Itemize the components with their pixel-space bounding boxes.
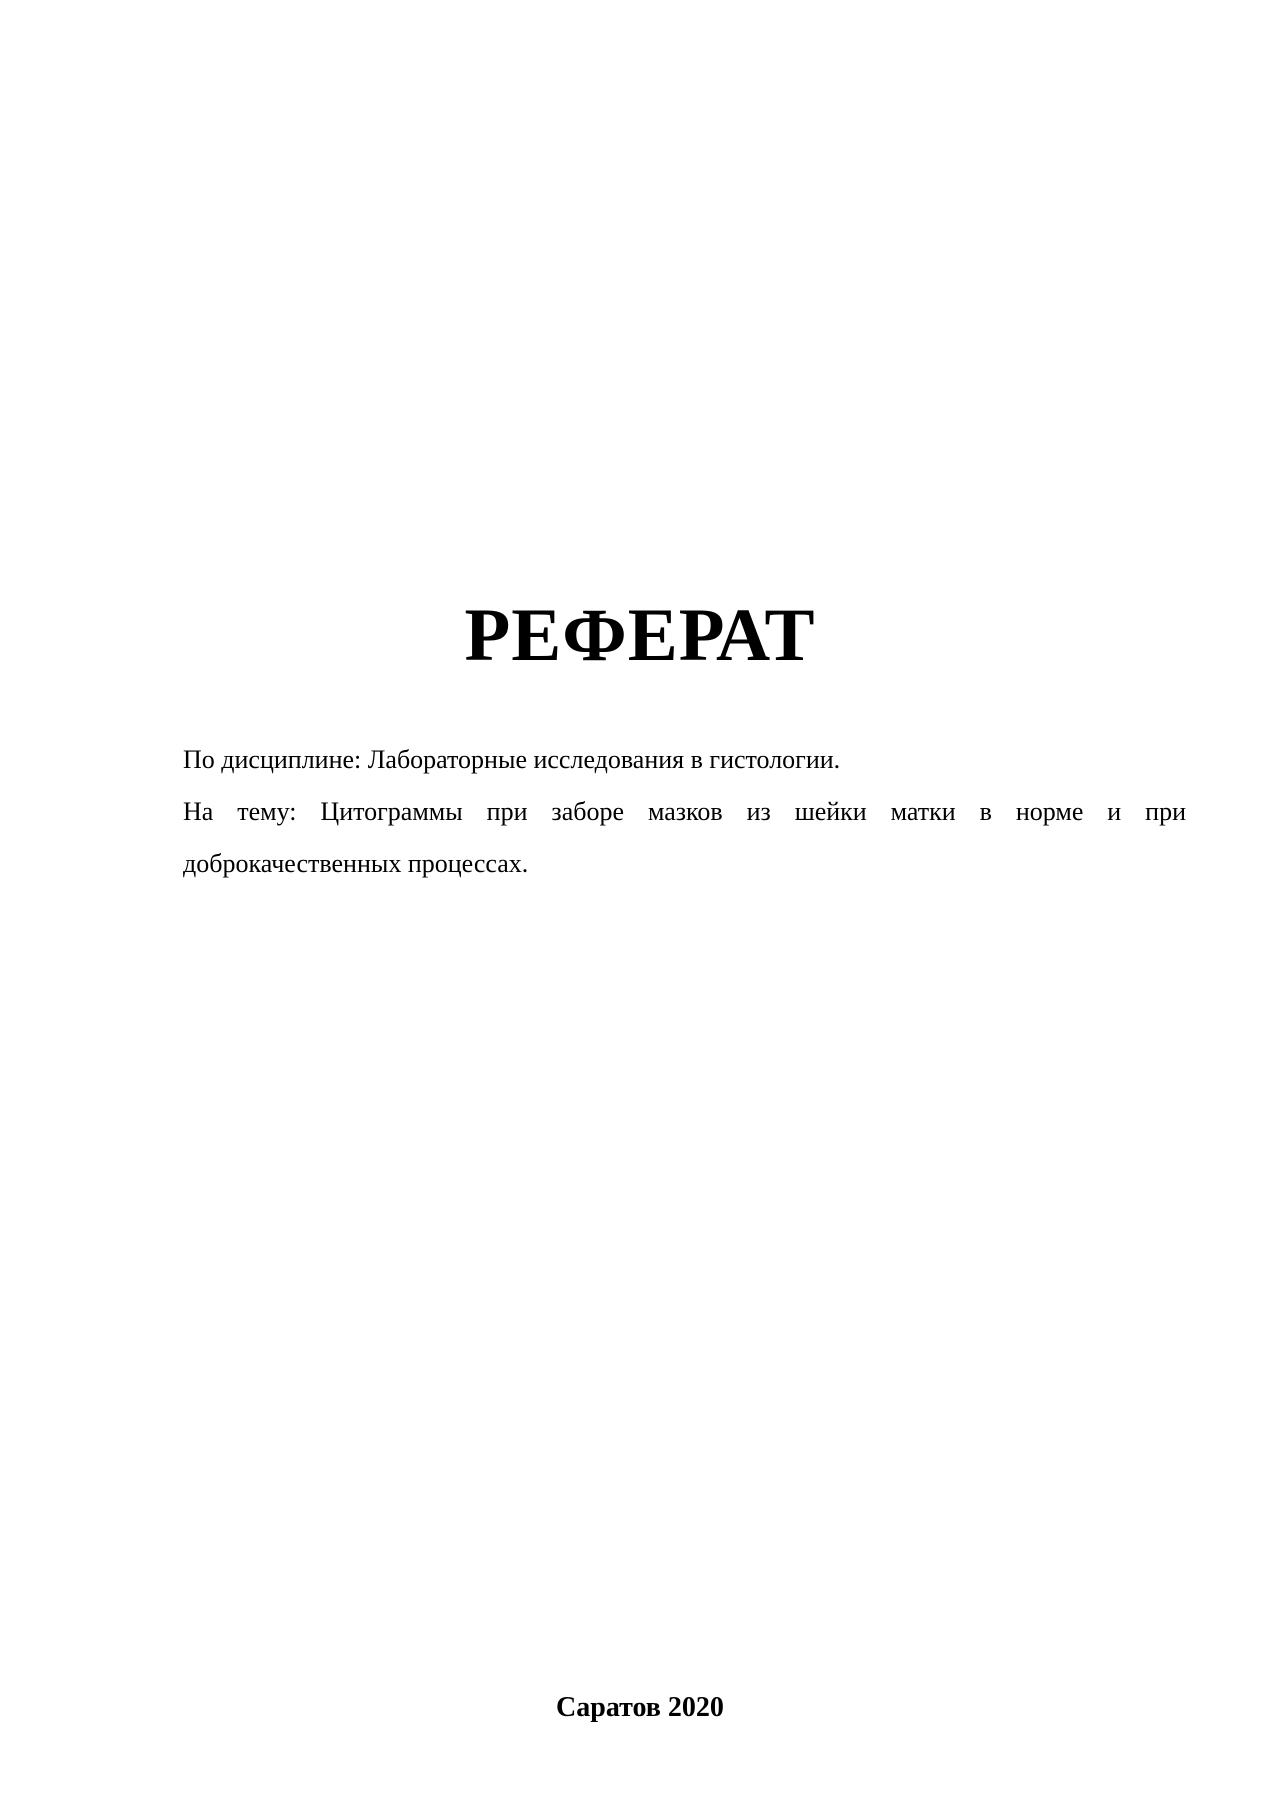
topic-paragraph: На тему: Цитограммы при заборе мазков из шейки матки в норме и при доброкачественных процессах. — [183, 797, 1186, 878]
document-body — [183, 734, 1186, 890]
document-title: РЕФЕРАТ — [464, 594, 816, 677]
discipline-line: По дисциплине: Лабораторные исследования в гистологии. — [183, 745, 841, 774]
footer-city-year: Саратов 2020 — [556, 1692, 724, 1723]
